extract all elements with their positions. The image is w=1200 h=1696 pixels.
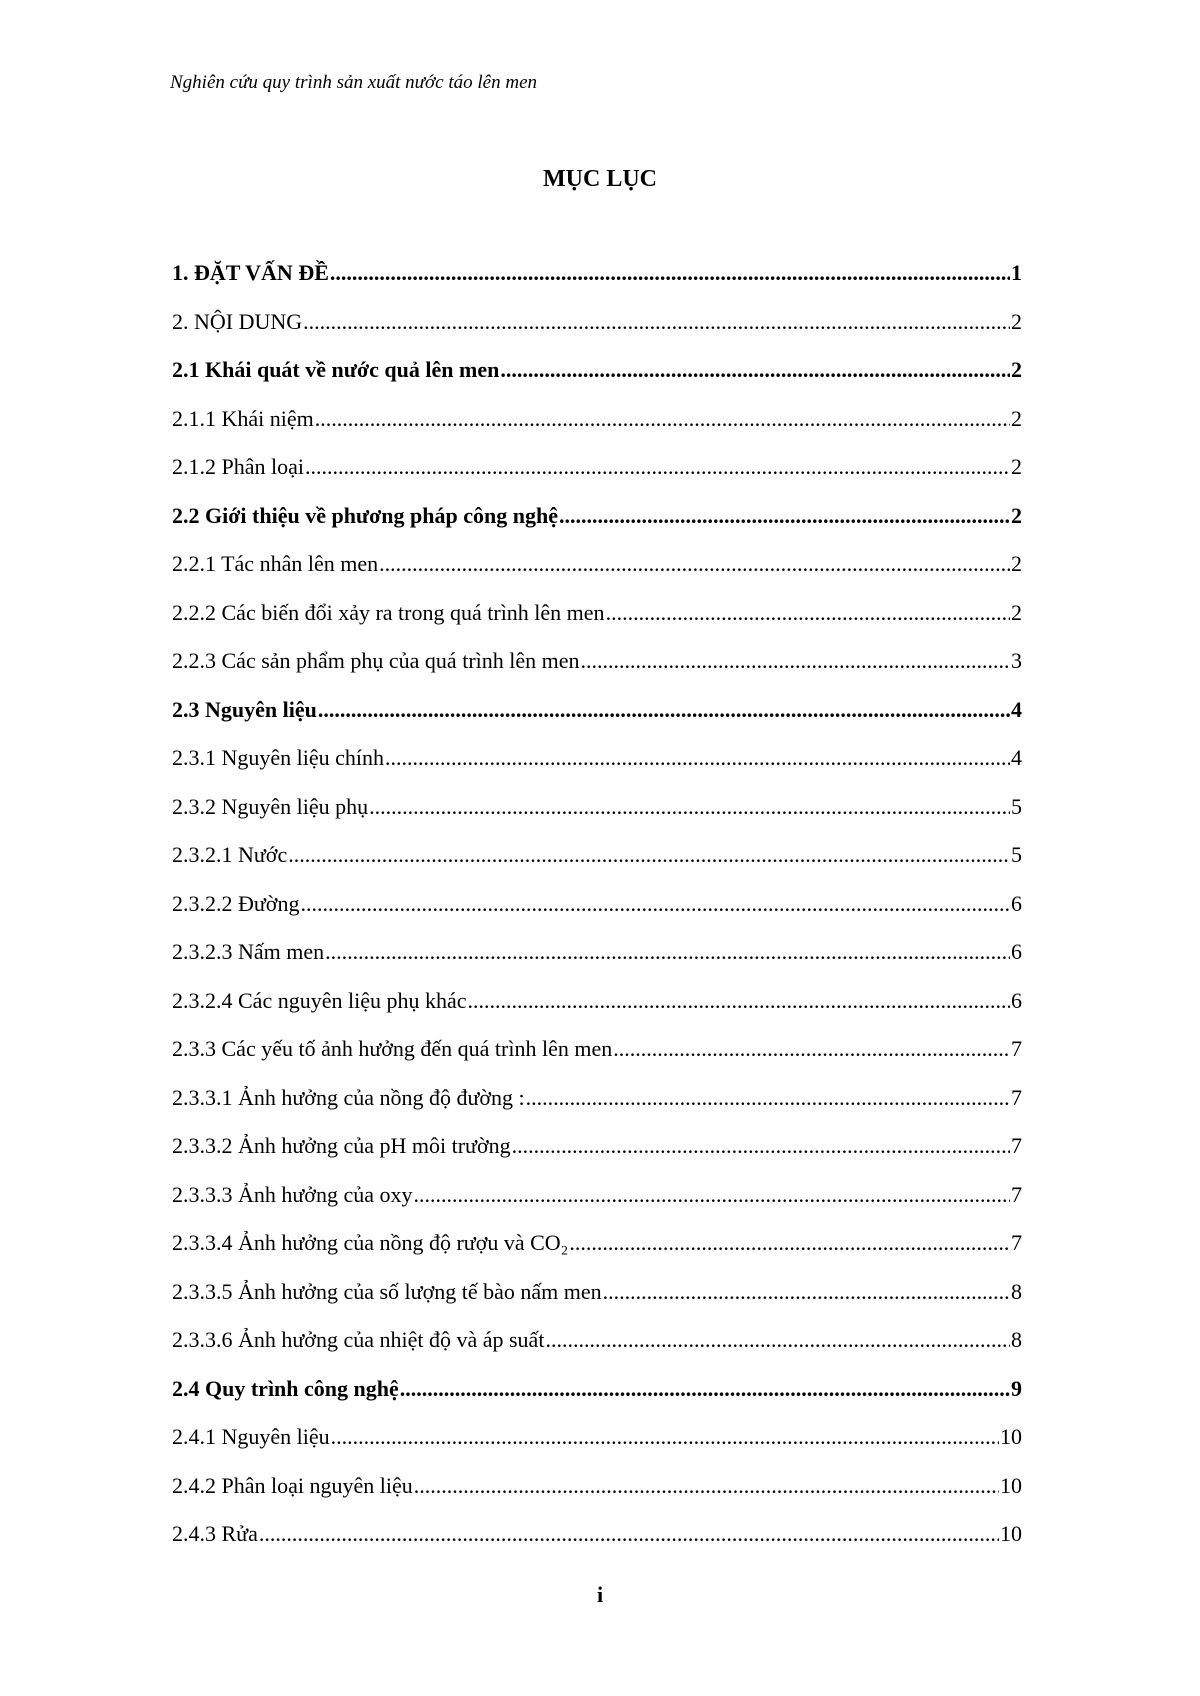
toc-entry[interactable]: [172, 1232, 1022, 1281]
toc-entry-page: 7: [1011, 1036, 1022, 1061]
toc-dot-leader: [315, 408, 1010, 430]
toc-entry[interactable]: [172, 456, 1022, 505]
toc-entry[interactable]: [172, 1426, 1022, 1475]
toc-entry-label: 2.3.3.2 Ảnh hưởng của pH môi trường: [172, 1133, 511, 1158]
toc-entry[interactable]: [172, 747, 1022, 796]
toc-dot-leader: [559, 505, 1010, 527]
toc-entry[interactable]: [172, 1472, 1022, 1524]
toc-entry-page: 7: [1011, 1230, 1022, 1255]
toc-dot-leader: [379, 553, 1010, 575]
toc-dot-leader: [545, 1329, 1010, 1351]
toc-entry[interactable]: [172, 1084, 1022, 1136]
toc-dot-leader: [569, 1232, 1010, 1254]
toc-entry-label: 2.2.2 Các biến đổi xảy ra trong quá trình lên men: [172, 599, 605, 625]
toc-entry-label: 2.3.2.2 Đường: [172, 890, 300, 916]
toc-entry-label: 2.3.3.4 Ảnh hưởng của nồng độ rượu và CO₂: [172, 1230, 569, 1255]
toc-entry-label: 2.3.2.4 Các nguyên liệu phụ khác: [172, 987, 467, 1013]
toc-entry-page: 10: [1000, 1521, 1022, 1546]
toc-dot-leader: [606, 602, 1010, 624]
toc-entry-page: 1: [1011, 260, 1022, 285]
toc-entry-page: 4: [1011, 745, 1022, 770]
toc-entry-page: 2: [1011, 502, 1022, 528]
toc-dot-leader: [288, 844, 1010, 866]
toc-dot-leader: [305, 456, 1010, 478]
toc-entry-label: 2.3.2.3 Nấm men: [172, 939, 325, 964]
toc-dot-leader: [331, 1426, 999, 1448]
toc-entry[interactable]: [172, 308, 1022, 360]
toc-entry-label: 2.3.3.5 Ảnh hưởng của số lượng tế bào nấm men: [172, 1278, 602, 1304]
toc-dot-leader: [325, 941, 1010, 963]
toc-entry[interactable]: [172, 359, 1022, 408]
toc-entry-page: 2: [1011, 454, 1022, 479]
toc-entry-page: 10: [1000, 1472, 1022, 1498]
toc-entry[interactable]: [172, 262, 1022, 311]
toc-entry-label: 2.2.1 Tác nhân lên men: [172, 551, 379, 576]
toc-entry[interactable]: [172, 1278, 1022, 1330]
toc-entry-label: 2.3.2.1 Nước: [172, 842, 288, 867]
toc-entry-label: 2.2.3 Các sản phẩm phụ của quá trình lên men: [172, 648, 580, 673]
toc-dot-leader: [303, 311, 1010, 333]
toc-entry[interactable]: [172, 890, 1022, 942]
toc-entry-page: 5: [1011, 793, 1022, 819]
toc-dot-leader: [414, 1475, 999, 1497]
toc-entry-label: 2.2 Giới thiệu về phương pháp công nghệ: [172, 502, 558, 528]
page-number: i: [596, 1582, 604, 1607]
toc-entry[interactable]: [172, 599, 1022, 651]
toc-entry[interactable]: [172, 405, 1022, 457]
toc-entry-label: 2.1 Khái quát về nước quả lên men: [172, 357, 500, 382]
toc-entry-label: 2. NỘI DUNG: [172, 308, 303, 334]
toc-dot-leader: [318, 699, 1010, 721]
toc-entry-page: 10: [1000, 1424, 1022, 1449]
toc-entry-page: 8: [1011, 1278, 1022, 1304]
toc-entry[interactable]: [172, 1523, 1022, 1572]
toc-entry[interactable]: [172, 941, 1022, 990]
toc-entry-page: 2: [1011, 308, 1022, 334]
toc-entry[interactable]: [172, 553, 1022, 602]
toc-dot-leader: [369, 796, 1010, 818]
toc-dot-leader: [613, 1038, 1010, 1060]
toc-entry-label: 2.3.2 Nguyên liệu phụ: [172, 793, 369, 819]
toc-entry-page: 7: [1011, 1133, 1022, 1158]
toc-entry-label: 2.4 Quy trình công nghệ: [172, 1375, 399, 1401]
toc-dot-leader: [300, 893, 1010, 915]
toc-entry-label: 2.4.3 Rửa: [172, 1521, 258, 1546]
running-header: Nghiên cứu quy trình sản xuất nước táo lên men: [170, 72, 538, 93]
toc-entry-page: 2: [1011, 405, 1022, 431]
toc-title: MỤC LỤC: [543, 166, 657, 192]
toc-dot-leader: [259, 1523, 999, 1545]
toc-entry-label: 1. ĐẶT VẤN ĐỀ: [172, 260, 329, 285]
toc-entry-page: 7: [1011, 1181, 1022, 1207]
toc-entry-label: 2.1.2 Phân loại: [172, 454, 304, 479]
toc-entry-page: 6: [1011, 890, 1022, 916]
toc-dot-leader: [330, 262, 1010, 284]
toc-dot-leader: [468, 990, 1011, 1012]
toc-dot-leader: [603, 1281, 1010, 1303]
toc-entry-label: 2.4.1 Nguyên liệu: [172, 1424, 330, 1449]
toc-dot-leader: [500, 359, 1010, 381]
toc-entry-page: 8: [1011, 1327, 1022, 1352]
toc-entry[interactable]: [172, 696, 1022, 748]
toc-entry-page: 2: [1011, 551, 1022, 576]
toc-entry-page: 5: [1011, 842, 1022, 867]
toc-entry[interactable]: [172, 844, 1022, 893]
toc-entry-page: 2: [1011, 599, 1022, 625]
toc-entry[interactable]: [172, 502, 1022, 554]
toc-entry-page: 3: [1011, 648, 1022, 673]
toc-entry-page: 4: [1011, 696, 1022, 722]
toc-entry-page: 6: [1011, 939, 1022, 964]
toc-entry-label: 2.3.3 Các yếu tố ảnh hưởng đến quá trình lên men: [172, 1036, 613, 1061]
toc-entry-label: 2.4.2 Phân loại nguyên liệu: [172, 1472, 413, 1498]
toc-dot-leader: [400, 1378, 1010, 1400]
toc-entry[interactable]: [172, 1181, 1022, 1233]
toc-entry[interactable]: [172, 793, 1022, 845]
toc-dot-leader: [413, 1184, 1010, 1206]
toc-entry-page: 6: [1011, 987, 1022, 1013]
toc-entry[interactable]: [172, 1038, 1022, 1087]
toc-entry-label: 2.1.1 Khái niệm: [172, 405, 314, 431]
toc-entry[interactable]: [172, 1375, 1022, 1427]
toc-dot-leader: [512, 1135, 1010, 1157]
toc-entry-page: 7: [1011, 1084, 1022, 1110]
toc-entry[interactable]: [172, 1135, 1022, 1184]
toc-dot-leader: [526, 1087, 1010, 1109]
toc-entry-label: 2.3.3.6 Ảnh hưởng của nhiệt độ và áp suất: [172, 1327, 545, 1352]
toc-entry-label: 2.3.3.3 Ảnh hưởng của oxy: [172, 1181, 413, 1207]
toc-entry[interactable]: [172, 650, 1022, 699]
toc-entry-label: 2.3.3.1 Ảnh hưởng của nồng độ đường :: [172, 1084, 525, 1110]
toc-entry-page: 2: [1011, 357, 1022, 382]
toc-entry[interactable]: [172, 987, 1022, 1039]
toc-entry-label: 2.3.1 Nguyên liệu chính: [172, 745, 385, 770]
toc-entry-page: 9: [1011, 1375, 1022, 1401]
toc-dot-leader: [581, 650, 1010, 672]
table-of-contents: [172, 262, 1022, 1572]
toc-entry-label: 2.3 Nguyên liệu: [172, 696, 317, 722]
toc-dot-leader: [385, 747, 1010, 769]
toc-entry[interactable]: [172, 1329, 1022, 1378]
